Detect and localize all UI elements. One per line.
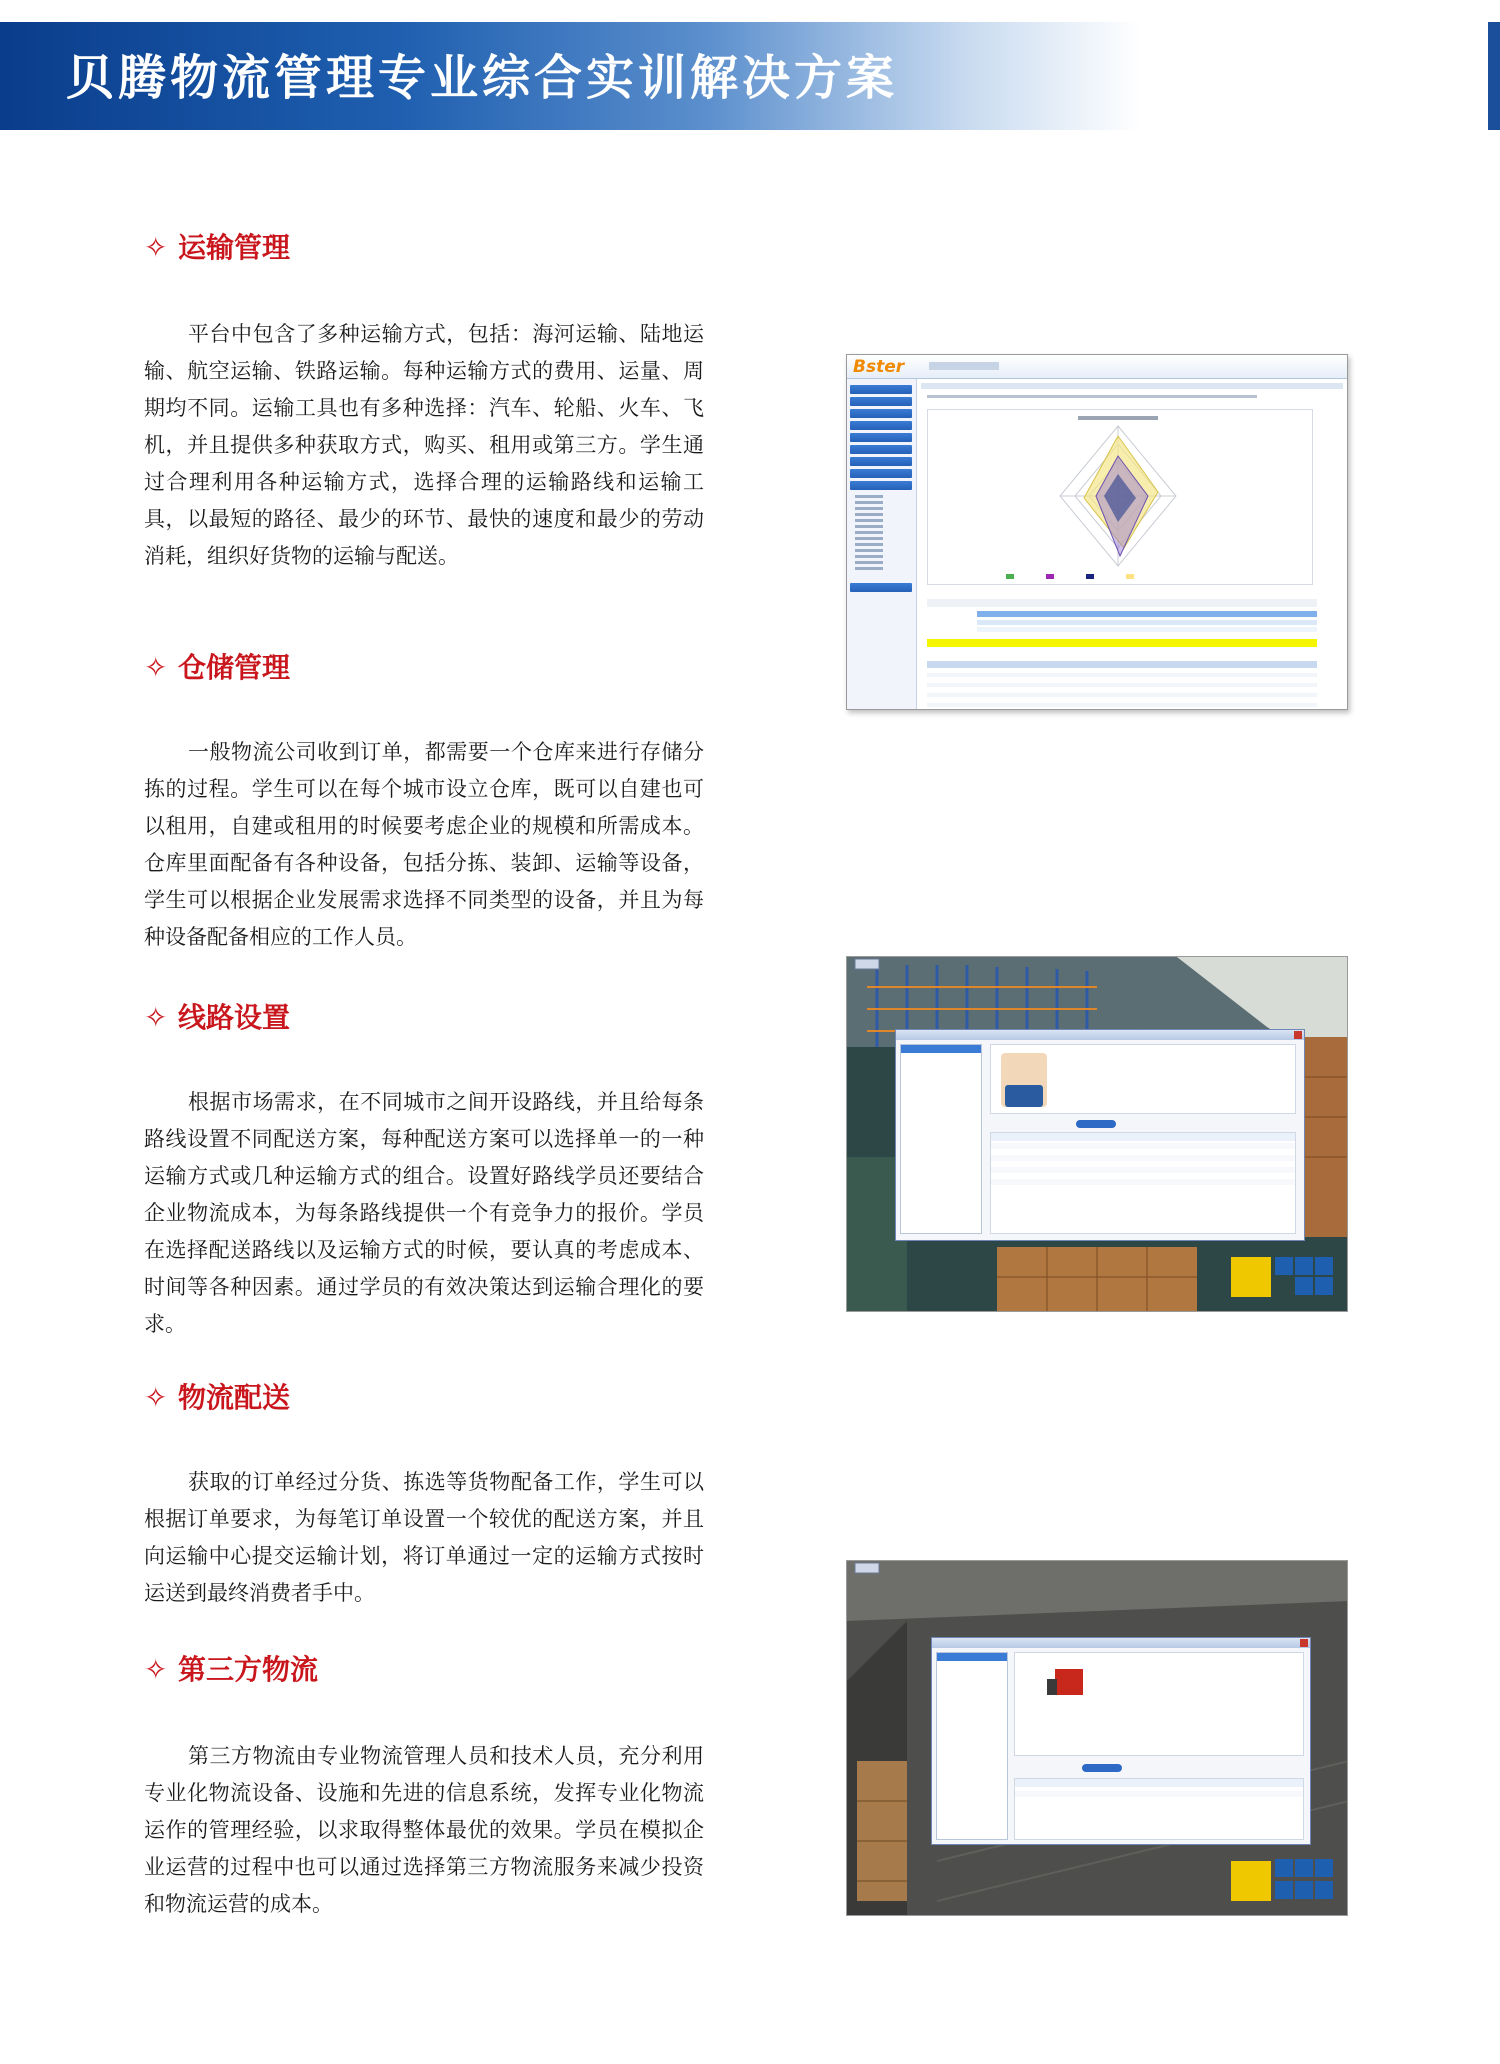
section-body-third-party: 第三方物流由专业物流管理人员和技术人员，充分利用专业化物流设备、设施和先进的信息系统，发挥专业化物流运作的管理经验，以求取得整体最优的效果。学员在模拟企业运营的过程中也可以通过选择第三方物流服务来减少投资和物流运营的成本。: [144, 1744, 704, 1916]
highlight-bar: [927, 639, 1317, 647]
staff-dialog: [895, 1029, 1305, 1241]
app-sidebar: [847, 379, 917, 710]
section-heading-text: 物流配送: [178, 1381, 291, 1414]
config-table: [927, 611, 1317, 633]
section-heading-route: [144, 1000, 290, 1036]
section-heading-distribution: [144, 1380, 290, 1416]
section-heading-text: 仓储管理: [178, 651, 291, 684]
sparkle-icon: ✧: [144, 1653, 168, 1686]
section-heading-text: 线路设置: [178, 1001, 291, 1034]
section-heading-text: 运输管理: [178, 231, 291, 264]
results-table: [927, 661, 1317, 710]
sparkle-icon: ✧: [144, 1001, 168, 1034]
screenshot-warehouse-staff: [846, 956, 1348, 1312]
banner-edge-tab: [1488, 22, 1500, 130]
equipment-dialog: [931, 1637, 1311, 1845]
section-heading-text: 第三方物流: [178, 1653, 319, 1686]
radar-chart: [928, 410, 1314, 586]
app-nav-tab: [929, 362, 999, 370]
app-logo: Bster: [853, 357, 905, 377]
sparkle-icon: ✧: [144, 1381, 168, 1414]
screenshot-warehouse-equipment: [846, 1560, 1348, 1916]
sparkle-icon: ✧: [144, 651, 168, 684]
screenshot-transport-app: [846, 354, 1348, 710]
app-main: [921, 379, 1343, 709]
section-heading-third-party: [144, 1652, 318, 1688]
section-body-transport: 平台中包含了多种运输方式，包括：海河运输、陆地运输、航空运输、铁路运输。每种运输方式的费用、运量、周期均不同。运输工具也有多种选择：汽车、轮船、火车、飞机，并且提供多种获取方式，购买、租用或第三方。学生通过合理利用各种运输方式，选择合理的运输路线和运输工具，以最短的路径、最少的环节、最快的速度和最少的劳动消耗，组织好货物的运输与配送。: [144, 322, 704, 568]
section-body-warehouse: 一般物流公司收到订单，都需要一个仓库来进行存储分拣的过程。学生可以在每个城市设立仓库，既可以自建也可以租用，自建或租用的时候要考虑企业的规模和所需成本。仓库里面配备有各种设备，包括分拣、装卸、运输等设备，学生可以根据企业发展需求选择不同类型的设备，并且为每种设备配备相应的工作人员。: [144, 740, 704, 949]
radar-chart-panel: [927, 409, 1313, 585]
section-body-distribution: 获取的订单经过分货、拣选等货物配备工作，学生可以根据订单要求，为每笔订单设置一个较优的配送方案，并且向运输中心提交运输计划，将订单通过一定的运输方式按时运送到最终消费者手中。: [144, 1470, 704, 1605]
sparkle-icon: ✧: [144, 231, 168, 264]
section-heading-transport: [144, 230, 290, 266]
page-title: 贝腾物流管理专业综合实训解决方案: [66, 50, 899, 106]
section-body-route: 根据市场需求，在不同城市之间开设路线，并且给每条路线设置不同配送方案，每种配送方案可以选择单一的一种运输方式或几种运输方式的组合。设置好路线学员还要结合企业物流成本，为每条路线提供一个有竞争力的报价。学员在选择配送路线以及运输方式的时候，要认真的考虑成本、时间等各种因素。通过学员的有效决策达到运输合理化的要求。: [144, 1090, 704, 1336]
app-top-bar: [847, 355, 1347, 379]
section-heading-warehouse: [144, 650, 290, 686]
